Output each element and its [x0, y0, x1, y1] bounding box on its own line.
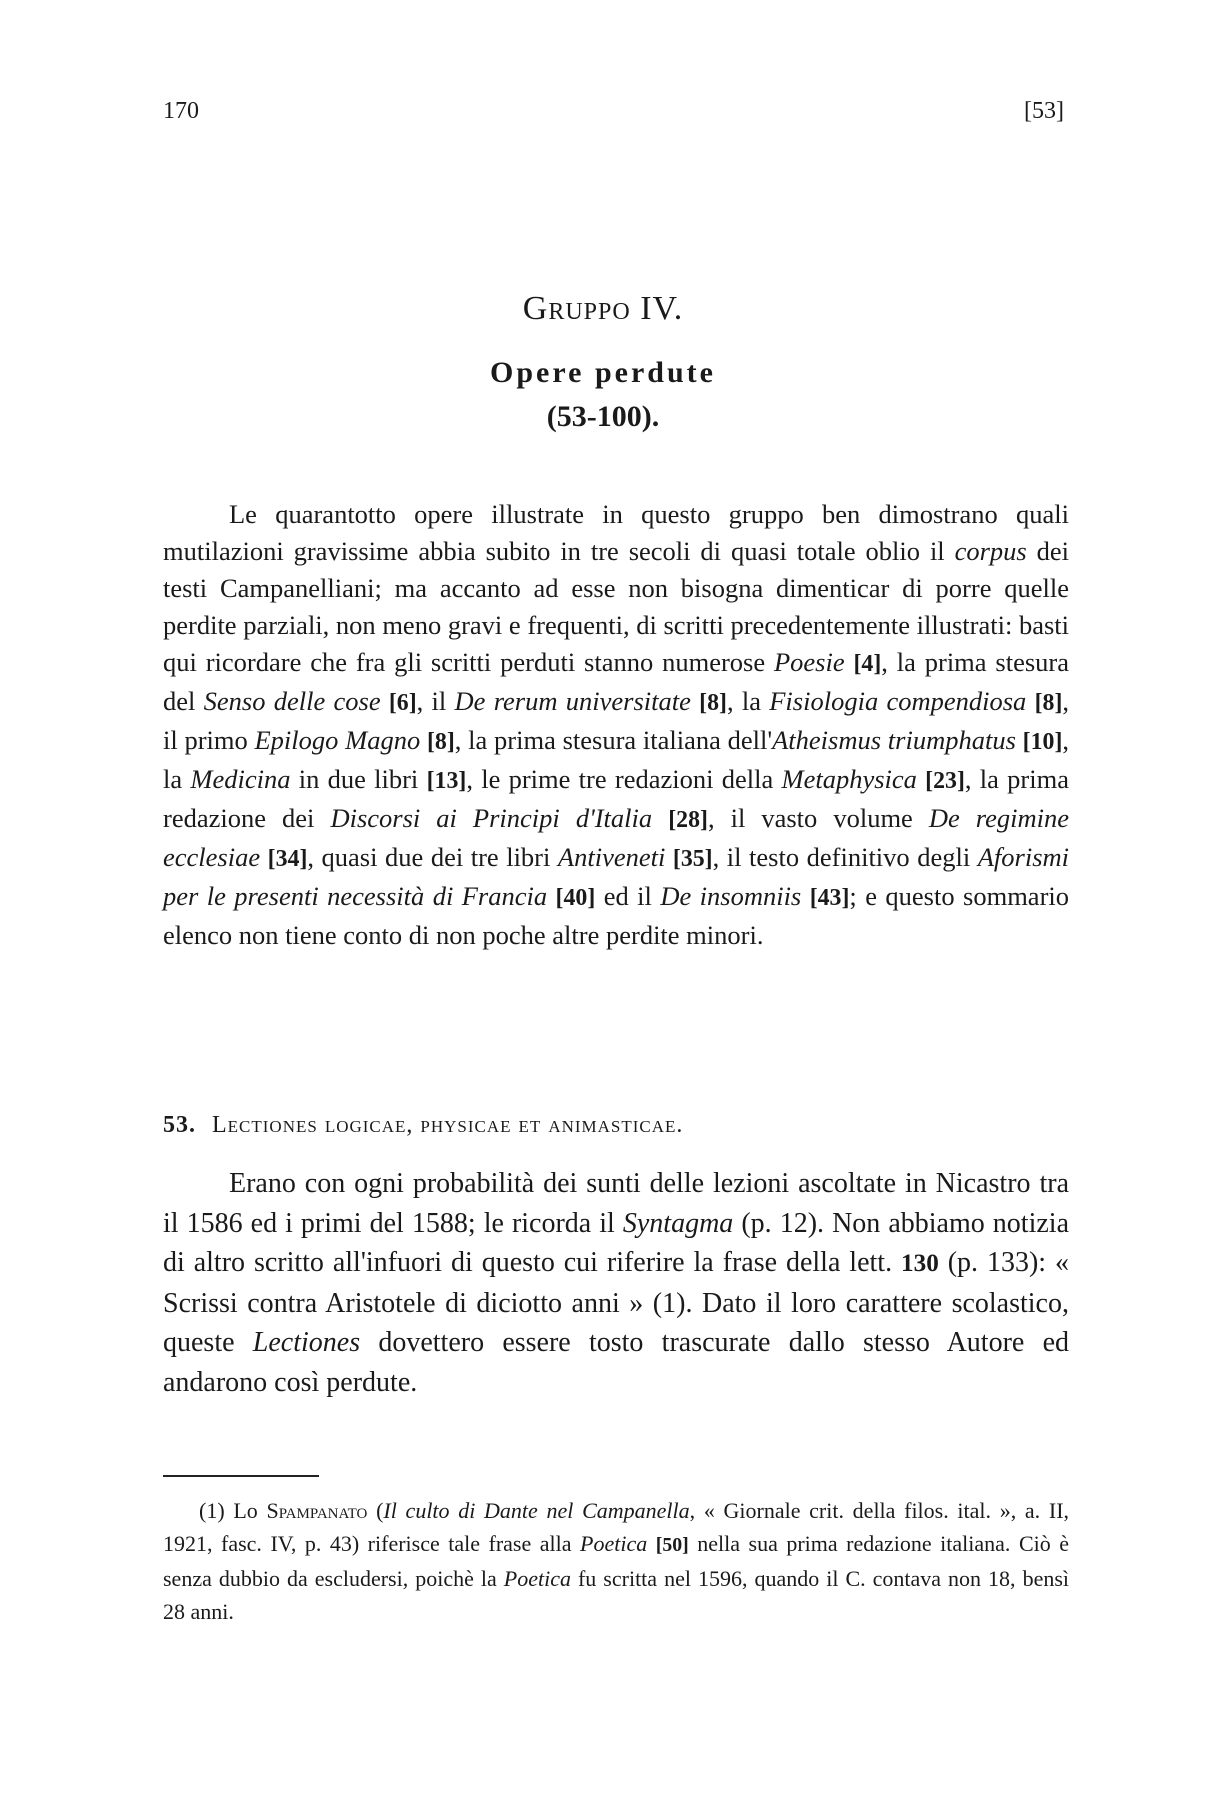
- group-heading: Gruppo IV.: [522, 290, 684, 327]
- group-subtitle: Opere perdute: [490, 356, 716, 389]
- entry-heading: [163, 1112, 683, 1139]
- footnote: (1) Lo Spampanato (Il culto di Dante nel Campanella, « Giornale crit. della filos. ital. », a. II, 1921, fasc. IV, p. 43) riferisce tale frase alla Poetica [50] nella sua prima redazione italiana. Ciò è senza dubbio da escludersi, poichè la Poetica fu scritta nel 1596, quando il C. contava non 18, bensì 28 anni.: [163, 1498, 1070, 1624]
- section-reference: [53]: [1024, 98, 1064, 124]
- entry-number: 53.: [163, 1112, 196, 1138]
- footnote-divider: [163, 1475, 319, 1477]
- intro-paragraph: Le quarantotto opere illustrate in questo gruppo ben dimostrano quali mutilazioni gravissime abbia subito in tre secoli di quasi totale oblio il corpus dei testi Campanelliani; ma accanto ad esse non bisogna dimenticar di porre quelle perdite parziali, non meno gravi e frequenti, di scritti precedentemente illustrati: basti qui ricordare che fra gli scritti perduti stanno numerose Poesie [4], la prima stesura del Senso delle cose [6], il De rerum universitate [8], la Fisiologia compendiosa [8], il primo Epilogo Magno [8], la prima stesura italiana dell'Atheismus triumphatus [10], la Medicina in due libri [13], le prime tre redazioni della Metaphysica [23], la prima redazione dei Discorsi ai Principi d'Italia [28], il vasto volume De regimine ecclesiae [34], quasi due dei tre libri Antiveneti [35], il testo definitivo degli Aforismi per le presenti necessità di Francia [40] ed il De insomniis [43]; e questo sommario elenco non tiene conto di non poche altre perdite minori.: [163, 499, 1070, 950]
- running-head: [163, 98, 1064, 138]
- entry-paragraph: Erano con ogni probabilità dei sunti delle lezioni ascoltate in Nicastro tra il 1586 ed i primi del 1588; le ricorda il Syntagma (p. 12). Non abbiamo notizia di altro scritto all'infuori di questo cui riferire la frase della lett. 130 (p. 133): « Scrissi contra Aristotele di diciotto anni » (1). Dato il loro carattere scolastico, queste Lectiones dovettero essere tosto trascurate dallo stesso Autore ed andarono così perdute.: [163, 1168, 1069, 1398]
- group-range: (53-100).: [546, 400, 660, 433]
- entry-title: Lectiones logicae, physicae et animasticae.: [212, 1112, 684, 1138]
- page-number: 170: [163, 98, 199, 124]
